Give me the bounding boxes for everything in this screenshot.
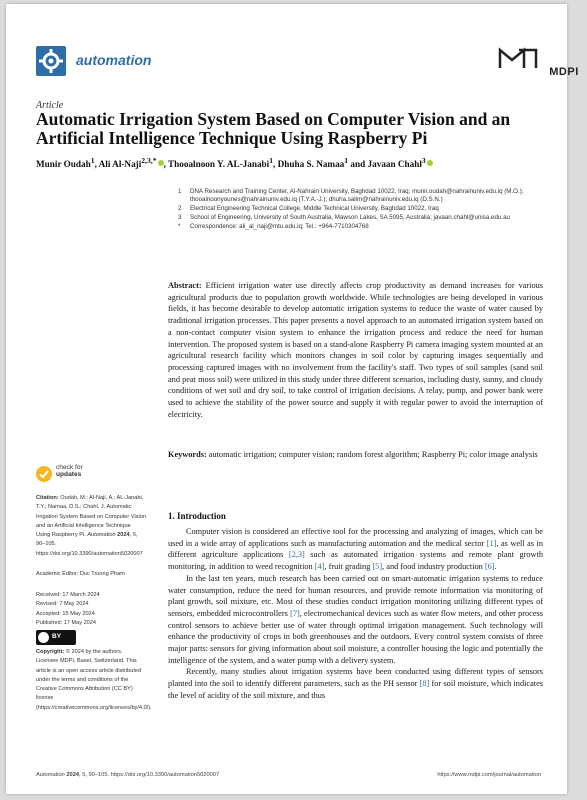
- paragraph: [168, 526, 543, 573]
- affiliation-text: Electrical Engineering Technical College, Middle Technical University, Baghdad 10022, Iraq: [190, 205, 439, 213]
- copyright-text: © 2024 by the authors. Licensee MDPI, Basel, Switzerland. This article is an open access article distributed under the terms and conditions of the Creative Commons Attribution (CC BY) license (https://creativecommons.org/licenses/by/4.0/).: [36, 649, 152, 711]
- author-name[interactable]: Javaan Chahl: [367, 159, 422, 170]
- abstract: [168, 280, 543, 420]
- correspondence-text: Correspondence: ali_al_naji@mtu.edu.iq; Tel.: +964-7710304768: [190, 223, 369, 231]
- author-affil-mark: 1: [90, 156, 95, 165]
- text-run: , as well as in different agriculture applications: [168, 538, 543, 560]
- affiliations: [178, 188, 543, 232]
- cc-circle-icon: [38, 632, 49, 643]
- text-run: such as automated irrigation systems and remote plant growth monitoring, in addition to weed recognition: [168, 550, 543, 572]
- date-revised: Revised: 7 May 2024: [36, 601, 89, 608]
- citation-journal: Automation: [87, 532, 116, 539]
- footer-doi[interactable]: , 5, 90–105. https://doi.org/10.3390/automation5020007: [79, 772, 220, 778]
- reference-link[interactable]: [8]: [419, 679, 430, 689]
- publisher-name: MDPI: [549, 66, 579, 78]
- date-accepted: Accepted: 15 May 2024: [36, 610, 95, 617]
- affiliation-mark: *: [178, 223, 181, 231]
- footer-journal: Automation: [36, 772, 65, 778]
- affiliation-mark: 1: [178, 188, 182, 195]
- text-run: , and food industry production: [382, 562, 485, 572]
- introduction-body: [168, 526, 543, 702]
- abstract-text: Efficient irrigation water use directly affects crop productivity as demand increases for various agricultural products due to population growth worldwide. While technologies are being developed in various fields, it has become desirable to develop automatic irrigation systems to reduce the waste of water caused by traditional irrigation processes. This paper presents a novel approach to an automated irrigation system based on a non-contact computer vision system to enhance the irrigation process and reduce the need for human intervention. The proposed system is based on a stand-alone Raspberry Pi camera imaging system mounted at an agricultural research facility which monitors changes in soil color by capturing images sequentially and processing captured images with no involvement from the facility's staff. Two types of soil samples (sand soil and peat moss soil) were utilized in this study under three different scenarios, including dusty, sunny, and cloudy conditions of wet soil and dry soil, to take control of irrigation decisions. A relay, pump, and power bank were used to achieve the stability of the power source and supply it with regular power to avoid the interruption of electricity.: [168, 281, 544, 419]
- keywords: [168, 449, 543, 461]
- text-run: for soil moisture, which indicates the level of acidity of the soil mixture, and thus: [168, 679, 543, 700]
- author-affil-mark: 3: [421, 156, 426, 165]
- text-run: In the last ten years, much research has been carried out on smart-automatic irrigation systems to reduce water consumption, reduce the need for human resources, and provide remote information via monitoring of plant growth, soil mixture, etc. Most of these studies conduct irrigation monitoring utilizing different types of sensors, embedded microcontrollers: [168, 573, 543, 618]
- author-name[interactable]: Dhuha S. Namaa: [277, 159, 345, 170]
- author-sep: ,: [94, 159, 97, 170]
- author-affil-mark: 1: [269, 156, 274, 165]
- reference-link[interactable]: [6]: [484, 562, 495, 572]
- check-updates-line: check for: [56, 464, 83, 471]
- article-type: Article: [36, 100, 64, 111]
- journal-name[interactable]: automation: [76, 52, 152, 68]
- affiliation-mark: 3: [178, 214, 182, 222]
- check-updates-text: [56, 464, 83, 478]
- affiliation-row: [178, 188, 543, 205]
- copyright-block: [36, 648, 152, 713]
- text-run: Recently, many studies about irrigation systems have been conducted using different types of sensors planted into the soil to identify different parameters, such as the PH sensor: [168, 667, 543, 689]
- citation-block: [36, 494, 146, 559]
- citation-volume: , 5,: [129, 532, 138, 539]
- date-received: Received: 17 March 2024: [36, 592, 100, 598]
- mdpi-logo[interactable]: [495, 44, 579, 80]
- citation-doi[interactable]: 90–105. https://doi.org/10.3390/automation5020007: [36, 541, 143, 557]
- affiliation-text: School of Engineering, University of South Australia, Mawson Lakes, SA 5095, Australia; javaan.chahl@unisa.edu.au: [190, 214, 510, 222]
- footer-journal-url[interactable]: https://www.mdpi.com/journal/automation: [437, 772, 541, 778]
- date-published: Published: 17 May 2024: [36, 619, 97, 626]
- paper-title: Automatic Irrigation System Based on Computer Vision and an Artificial Intelligence Technique Using Raspberry Pi: [36, 109, 511, 148]
- text-run: , electromechanical devices such as water flow meters, and other process control sensors to achieve better use of water through optimal irrigation management. Such technology will enhance the productivity of crops in both greenhouses and the outdoors. Every control system consists of three major parts: sensors for giving information about soil moisture, a controller housing the logic and potentially the intelligence of the system, and a water pump with a delivery system.: [168, 608, 543, 665]
- cc-by-license-icon[interactable]: [36, 630, 76, 645]
- reference-link[interactable]: [2,3]: [288, 550, 305, 560]
- reference-link[interactable]: [1]: [486, 538, 497, 548]
- footer-year: 2024: [66, 772, 80, 778]
- reference-link[interactable]: [7]: [290, 608, 300, 618]
- author-affil-mark: 1: [344, 156, 349, 165]
- affiliation-row: [178, 205, 543, 213]
- section-heading-introduction: 1. Introduction: [168, 511, 226, 521]
- reference-link[interactable]: [4]: [314, 562, 325, 572]
- text-run: .: [494, 562, 497, 572]
- text-run: Computer vision is considered an effective tool for the processing and analyzing of images, which can be used in a wide array of applications such as manufacturing automation and the medical sector: [168, 527, 543, 548]
- text-run: , fruit grading: [324, 562, 373, 572]
- journal-header: [36, 44, 579, 84]
- author-name[interactable]: Ali Al-Naji: [98, 159, 142, 170]
- author-sep-and: and: [350, 159, 366, 170]
- journal-logo-icon: [36, 46, 66, 76]
- author-affil-mark: 2,3,*: [141, 156, 157, 165]
- checkmark-icon: [36, 466, 52, 482]
- author-name[interactable]: Thooalnoon Y. AL-Janabi: [168, 159, 270, 170]
- mdpi-mark-icon: [495, 44, 541, 70]
- citation-label: Citation:: [36, 495, 59, 501]
- check-updates-line: updates: [56, 471, 82, 479]
- author-sep: ,: [163, 159, 166, 170]
- paper-page: [6, 4, 579, 794]
- page-footer: [36, 772, 541, 778]
- affiliation-row: [178, 223, 543, 231]
- author-sep: ,: [273, 159, 276, 170]
- copyright-label: Copyright:: [36, 649, 65, 655]
- author-name[interactable]: Munir Oudah: [36, 159, 91, 170]
- gear-logo-icon: [36, 46, 66, 76]
- academic-editor: Academic Editor: Duc Truong Pham: [36, 571, 125, 577]
- keywords-label: Keywords:: [168, 450, 207, 459]
- publication-dates: [36, 591, 146, 628]
- keywords-text: automatic irrigation; computer vision; random forest algorithm; Raspberry Pi; color image analysis: [208, 450, 538, 459]
- affiliation-row: [178, 214, 543, 222]
- abstract-label: Abstract:: [168, 281, 202, 290]
- cc-by-label: BY: [52, 633, 62, 640]
- check-updates-icon: [36, 466, 52, 482]
- citation-text: Oudah, M.; Al-Naji, A.; AL-Janabi, T.Y.; Namaa, D.S.; Chahl, J. Automatic Irrigation System Based on Computer Vision and an Artificial Intelligence Technique Using Raspberry Pi.: [36, 495, 146, 539]
- citation-year: 2024: [117, 532, 130, 539]
- affiliation-text: DNA Research and Training Center, Al-Nahrain University, Baghdad 10022, Iraq; munir.oudah@nahrainuniv.edu.iq (M.O.); thooalnoonyounes@nahrainuniv.edu.iq (T.Y.A.-J.); dhuha.salim@nahrainuniv.edu.iq (D.S.N.): [190, 188, 524, 204]
- paragraph: [168, 666, 543, 701]
- author-list: [36, 156, 546, 169]
- paragraph: [168, 573, 543, 667]
- orcid-icon[interactable]: [427, 160, 433, 166]
- check-for-updates-badge[interactable]: [36, 464, 96, 488]
- reference-link[interactable]: [5]: [372, 562, 383, 572]
- affiliation-mark: 2: [178, 205, 182, 213]
